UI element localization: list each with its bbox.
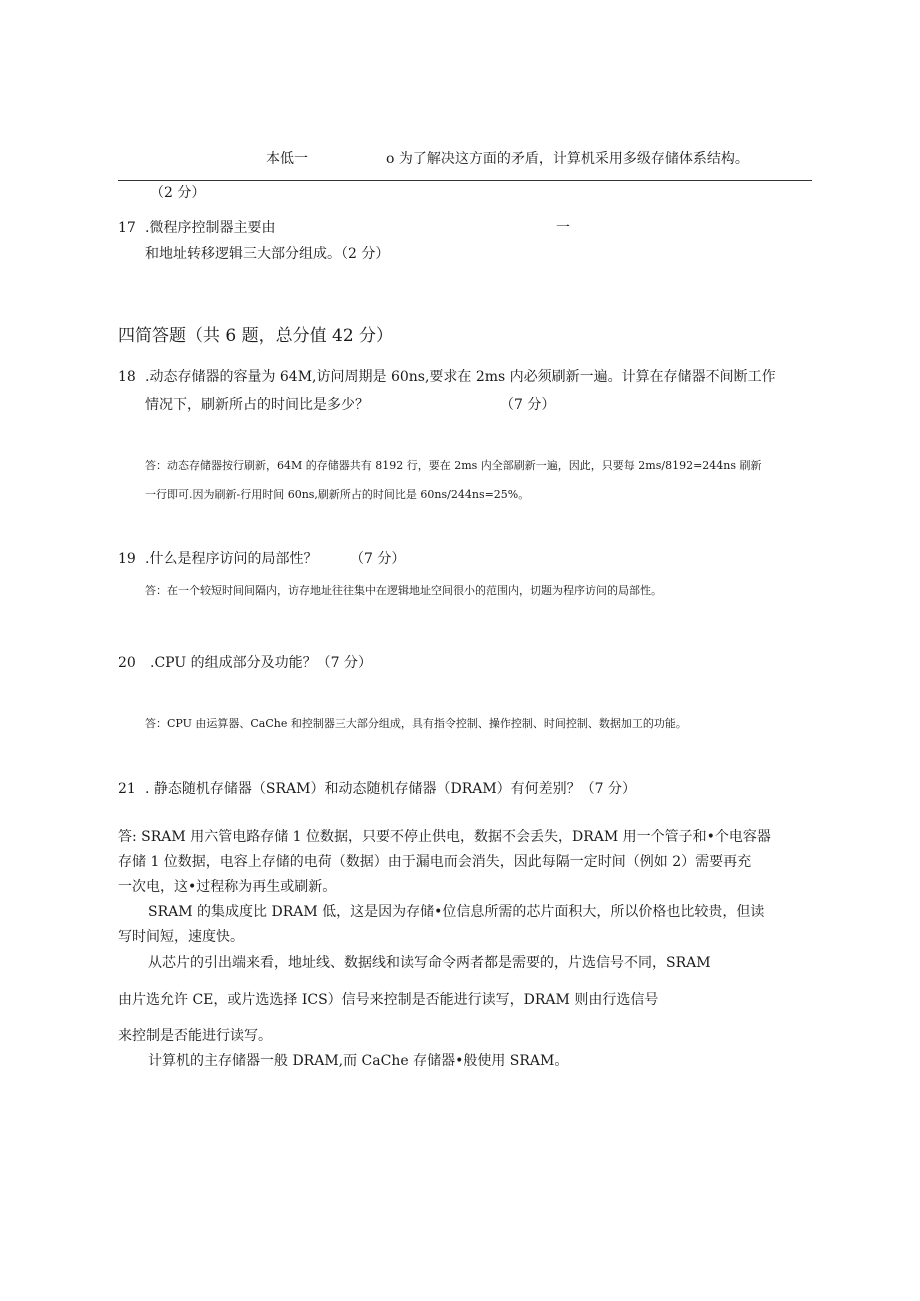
q19-score: （7 分） — [350, 551, 406, 567]
q21-answer-line: 计算机的主存储器一般 DRAM,而 CaChe 存储器•般使用 SRAM。 — [148, 1053, 569, 1069]
q18-line1: .动态存储器的容量为 64M,访问周期是 60ns,要求在 2ms 内必须刷新一遍。计算在存储器不间断工作 — [145, 369, 776, 385]
q21-answer-line: 从芯片的引出端来看，地址线、数据线和读写命令两者都是需要的，片选信号不同，SRAM — [148, 955, 711, 971]
q19-text: .什么是程序访问的局部性？ — [145, 551, 318, 567]
q19-answer: 答：在一个较短时间间隔内，访存地址往往集中在逻辑地址空间很小的范围内，切题为程序访问的局部性。 — [145, 584, 662, 597]
q17-number: 17 — [118, 220, 136, 236]
q18-number: 18 — [118, 369, 136, 385]
q20-answer: 答：CPU 由运算器、CaChe 和控制器三大部分组成，具有指令控制、操作控制、时间控制、数据加工的功能。 — [145, 717, 687, 730]
q21-answer-line: 由片选允许 CE，或片选选择 ICS）信号来控制是否能进行读写，DRAM 则由行选信号 — [118, 992, 659, 1008]
q19-number: 19 — [118, 551, 136, 567]
q21-text: . 静态随机存储器（SRAM）和动态随机存储器（DRAM）有何差别？（7 分） — [145, 781, 637, 797]
q21-answer-line: 来控制是否能进行读写。 — [118, 1028, 272, 1044]
q18-answer-line1: 答：动态存储器按行刷新，64M 的存储器共有 8192 行，要在 2ms 内全部刷新一遍，因此，只要每 2ms/8192=244ns 刷新 — [145, 459, 762, 472]
fill-text-fragment-right: o 为了解决这方面的矛盾，计算机采用多级存储体系结构。 — [386, 151, 749, 167]
q17-continuation: 和地址转移逻辑三大部分组成。（2 分） — [145, 246, 390, 262]
q21-answer-line: 一次电，这•过程称为再生或刷新。 — [118, 879, 337, 895]
q21-answer-line: 答: SRAM 用六管电路存储 1 位数据，只要不停止供电，数据不会丢失，DRAM 用一个管子和•个电容器 — [118, 829, 771, 845]
q21-answer-line: 存储 1 位数据，电容上存储的电荷（数据）由于漏电而会消失，因此每隔一定时间（例如 2）需要再充 — [118, 854, 752, 870]
q18-line2: 情况下，刷新所占的时间比是多少？ — [145, 397, 369, 413]
score-previous: （2 分） — [150, 185, 206, 201]
section-heading: 四简答题（共 6 题，总分值 42 分） — [118, 326, 394, 346]
q18-score: （7 分） — [500, 397, 556, 413]
q20-text: .CPU 的组成部分及功能？（7 分） — [150, 655, 372, 671]
q17-text: .微程序控制器主要由 — [145, 220, 276, 236]
q21-number: 21 — [118, 781, 136, 797]
q21-answer-line: 写时间短，速度快。 — [118, 929, 244, 945]
q21-answer-line: SRAM 的集成度比 DRAM 低，这是因为存储•位信息所需的芯片面积大，所以价格也比较贵，但读 — [148, 904, 765, 920]
answer-underline — [118, 180, 812, 181]
fill-text-fragment-left: 本低一 — [266, 151, 308, 167]
q18-answer-line2: 一行即可.因为刷新-行用时间 60ns,刷新所占的时间比是 60ns/244ns=25%。 — [145, 488, 530, 501]
q17-dash: 一 — [556, 220, 570, 236]
q20-number: 20 — [118, 655, 136, 671]
